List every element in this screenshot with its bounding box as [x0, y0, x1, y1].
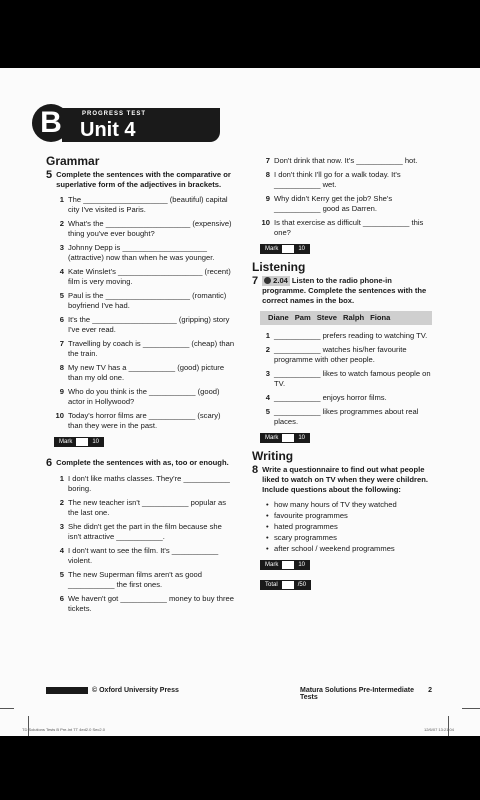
item-number: 10	[55, 411, 64, 420]
item-text: My new TV has a ___________ (good) picture than my old one.	[68, 363, 225, 382]
writing-heading: Writing	[252, 449, 294, 463]
item-number: 9	[265, 194, 270, 203]
item-text: Travelling by coach is ___________ (cheap) than the train.	[68, 339, 235, 358]
exercise-item	[260, 345, 432, 365]
crop-mark	[0, 708, 14, 709]
item-number: 2	[59, 498, 64, 507]
item-text: Who do you think is the ___________ (good) actor in Hollywood?	[68, 387, 220, 406]
item-number: 3	[59, 243, 64, 252]
name-option: Diane	[268, 313, 289, 322]
item-number: 2	[59, 219, 64, 228]
item-number: 10	[261, 218, 270, 227]
item-text: We haven't got ___________ money to buy three tickets.	[68, 594, 234, 613]
printline-left: TD Solutions Tests B Pre-Int TT 4ed2.0 Sec2.0	[22, 727, 105, 732]
crop-mark	[448, 716, 449, 736]
mark-box: Mark 10	[260, 433, 310, 443]
item-text: Paul is the ____________________ (romantic) boyfriend I've had.	[68, 291, 227, 310]
exercise-item	[54, 546, 236, 566]
item-text: The new teacher isn't ___________ popular as the last one.	[68, 498, 227, 517]
mark-box: Mark 10	[260, 560, 310, 570]
name-option: Fiona	[370, 313, 391, 322]
item-number: 2	[265, 345, 270, 354]
item-text: The new Superman films aren't as good ___________ the first ones.	[68, 570, 202, 589]
item-text: I don't like maths classes. They're ___________ boring.	[68, 474, 230, 493]
unit-title: Unit 4	[80, 119, 136, 141]
item-number: 7	[59, 339, 64, 348]
exercise-7-items	[252, 331, 432, 427]
exercise-item	[54, 339, 236, 359]
item-text: ___________ likes to watch famous people on TV.	[274, 369, 431, 388]
item-number: 6	[59, 315, 64, 324]
footer-publisher: © Oxford University Press	[46, 687, 179, 694]
item-number: 3	[265, 369, 270, 378]
item-number: 8	[265, 170, 270, 179]
item-number: 5	[59, 291, 64, 300]
item-text: Don't drink that now. It's ___________ hot.	[274, 156, 418, 165]
exercise-item	[54, 363, 236, 383]
mark-box: Mark 10	[260, 244, 310, 254]
item-number: 9	[59, 387, 64, 396]
item-number: 1	[59, 474, 64, 483]
grammar-heading: Grammar	[46, 154, 100, 168]
item-number: 8	[59, 363, 64, 372]
item-number: 3	[59, 522, 64, 531]
mark-box: Mark 10	[54, 437, 104, 447]
item-number: 5	[59, 570, 64, 579]
item-text: I don't want to see the film. It's ___________ violent.	[68, 546, 219, 565]
item-text: I don't think I'll go for a walk today. It's ___________ wet.	[274, 170, 401, 189]
item-text: She didn't get the part in the film because she isn't attractive ___________.	[68, 522, 222, 541]
name-option: Pam	[294, 313, 311, 322]
item-number: 4	[59, 546, 64, 555]
item-text: ___________ watches his/her favourite programme with other people.	[274, 345, 407, 364]
exercise-item	[54, 411, 236, 431]
photocopiable-strip	[46, 687, 88, 694]
exercise-item	[54, 498, 236, 518]
bullet-item: • how many hours of TV they watched	[266, 500, 432, 510]
progress-test-label: PROGRESS TEST	[82, 111, 147, 117]
item-number: 4	[265, 393, 270, 402]
exercise-item	[260, 170, 432, 190]
exercise-item	[54, 474, 236, 494]
audio-icon	[264, 277, 271, 284]
exercise-6-instruction: 6 Complete the sentences with as, too or enough.	[46, 457, 229, 469]
item-number: 7	[265, 156, 270, 165]
item-text: Is that exercise as difficult ___________ this one?	[274, 218, 424, 237]
right-column	[252, 156, 432, 598]
item-text: ___________ likes programmes about real places.	[274, 407, 419, 426]
item-text: The ____________________ (beautiful) capital city I've visited is Paris.	[68, 195, 228, 214]
item-number: 1	[59, 195, 64, 204]
item-text: What's the ____________________ (expensive) thing you've ever bought?	[68, 219, 232, 238]
exercise-item	[54, 243, 236, 263]
bullet-item: • favourite programmes	[266, 511, 432, 521]
name-option: Steve	[316, 313, 337, 322]
bullet-item: • after school / weekend programmes	[266, 544, 432, 554]
exercise-item	[260, 156, 432, 166]
exercise-6-items-cont	[252, 156, 432, 238]
item-number: 1	[265, 331, 270, 340]
name-option: Ralph	[343, 313, 365, 322]
item-text: It's the ____________________ (gripping) story I've ever read.	[68, 315, 230, 334]
exercise-item	[260, 194, 432, 214]
item-text: Kate Winslet's ____________________ (recent) film is very moving.	[68, 267, 231, 286]
exercise-item	[54, 315, 236, 335]
exercise-5-items	[46, 195, 236, 431]
crop-mark	[28, 716, 29, 736]
names-box	[260, 311, 432, 325]
exercise-item	[54, 387, 236, 407]
exercise-item	[260, 331, 432, 341]
item-text: Johnny Depp is ____________________ (attractive) now than when he was younger.	[68, 243, 215, 262]
item-text: Why didn't Kerry get the job? She's ___________ good as Darren.	[274, 194, 393, 213]
exercise-5-instruction: 5 Complete the sentences with the comparative or superlative form of the adjectives in brackets.	[46, 169, 231, 189]
item-text: Today's horror films are ___________ (scary) than they were in the past.	[68, 411, 221, 430]
exercise-item	[260, 407, 432, 427]
item-text: ___________ prefers reading to watching TV.	[274, 331, 428, 340]
bullet-item: • hated programmes	[266, 522, 432, 532]
exercise-item	[54, 522, 236, 542]
item-text: ___________ enjoys horror films.	[274, 393, 387, 402]
exercise-6-items	[46, 474, 236, 614]
exercise-item	[54, 267, 236, 287]
item-number: 6	[59, 594, 64, 603]
footer-book: Matura Solutions Pre-Intermediate Tests 2	[300, 687, 432, 701]
bullet-item: • scary programmes	[266, 533, 432, 543]
total-box: Total /50	[260, 580, 311, 590]
printline-right: 12/6/07 13:21:04	[423, 727, 454, 732]
test-letter-badge: B	[32, 104, 70, 142]
crop-mark	[462, 708, 480, 709]
exercise-item	[54, 570, 236, 590]
item-number: 4	[59, 267, 64, 276]
exercise-item	[260, 393, 432, 403]
exercise-8-bullets	[266, 500, 432, 554]
audio-track-badge: 2.04	[262, 276, 290, 286]
exercise-item	[54, 195, 236, 215]
left-column	[46, 156, 236, 618]
exercise-7-instruction: 7 2.04 Listen to the radio phone-in programme. Complete the sentences with the correct names in the box.	[252, 275, 427, 305]
exercise-item	[54, 291, 236, 311]
exercise-8-instruction: 8 Write a questionnaire to find out what people liked to watch on TV when they were children. Include questions about the following:	[252, 464, 428, 494]
page-number: 2	[428, 687, 432, 694]
exercise-item	[54, 594, 236, 614]
exercise-item	[260, 369, 432, 389]
unit-banner	[62, 108, 220, 142]
exercise-item	[54, 219, 236, 239]
exercise-item	[260, 218, 432, 238]
test-page	[0, 68, 480, 736]
item-number: 5	[265, 407, 270, 416]
listening-heading: Listening	[252, 260, 306, 274]
